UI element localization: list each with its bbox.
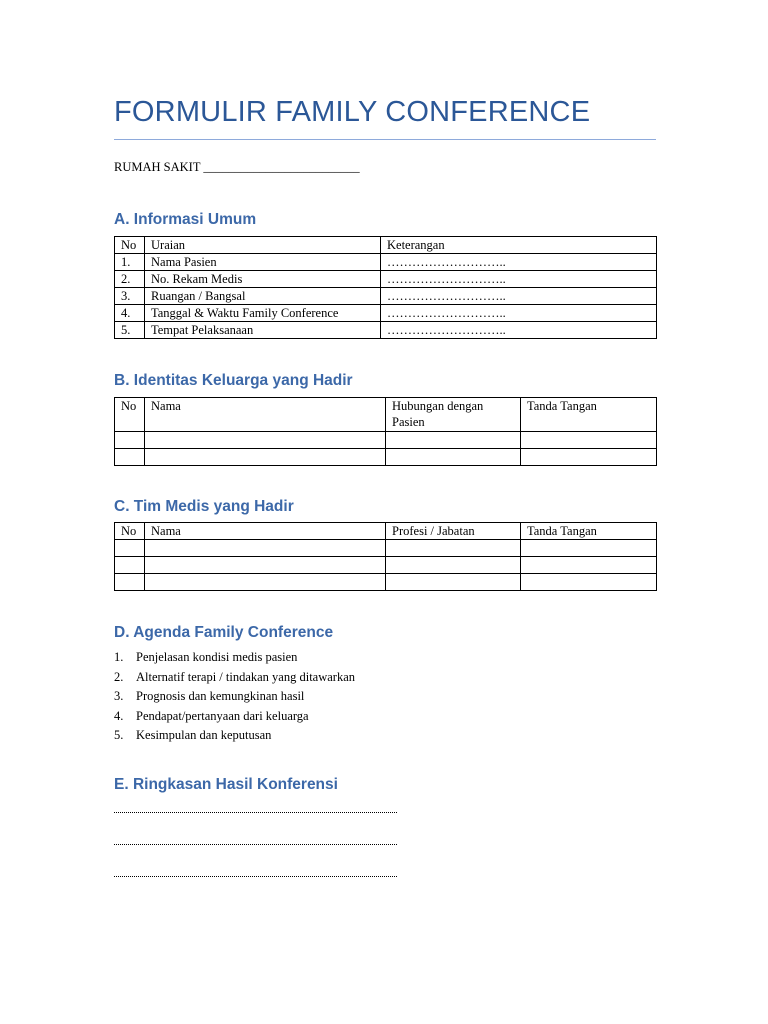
list-item <box>114 726 355 746</box>
page-title: FORMULIR FAMILY CONFERENCE <box>114 96 591 128</box>
empty-cell <box>115 449 145 466</box>
list-number: 5. <box>114 728 124 742</box>
list-item <box>114 648 355 668</box>
row-value: ……………………….. <box>381 305 657 322</box>
empty-cell <box>386 449 521 466</box>
empty-cell <box>145 557 386 574</box>
list-number: 3. <box>114 689 124 703</box>
empty-cell <box>521 540 657 557</box>
list-number: 1. <box>114 650 124 664</box>
row-value: ……………………….. <box>381 322 657 339</box>
family-attendance-table <box>114 397 657 466</box>
list-text: Penjelasan kondisi medis pasien <box>136 650 298 664</box>
row-number: 3. <box>115 288 145 305</box>
header-cell: Tanda Tangan <box>521 523 657 540</box>
table-header-row <box>115 398 657 432</box>
title-underline <box>114 139 656 140</box>
section-b-heading: B. Identitas Keluarga yang Hadir <box>114 372 353 389</box>
row-value: ……………………….. <box>381 254 657 271</box>
empty-cell <box>115 540 145 557</box>
medical-team-table <box>114 522 657 591</box>
header-cell: Tanda Tangan <box>521 398 657 432</box>
table-row <box>115 540 657 557</box>
row-value: ……………………….. <box>381 271 657 288</box>
empty-cell <box>386 432 521 449</box>
header-cell: Uraian <box>145 237 381 254</box>
row-number: 4. <box>115 305 145 322</box>
empty-cell <box>115 574 145 591</box>
list-number: 2. <box>114 669 124 684</box>
empty-cell <box>521 449 657 466</box>
header-cell: No <box>115 523 145 540</box>
row-number: 2. <box>115 271 145 288</box>
table-row <box>115 305 657 322</box>
empty-cell <box>115 432 145 449</box>
header-cell: Profesi / Jabatan <box>386 523 521 540</box>
section-d-heading: D. Agenda Family Conference <box>114 624 334 641</box>
row-item: No. Rekam Medis <box>145 271 381 288</box>
row-item: Nama Pasien <box>145 254 381 271</box>
table-row <box>115 254 657 271</box>
table-row <box>115 322 657 339</box>
list-item <box>114 687 355 707</box>
header-cell: Hubungan dengan Pasien <box>386 398 521 432</box>
agenda-list <box>114 648 355 746</box>
section-a-heading: A. Informasi Umum <box>114 211 257 228</box>
table-row <box>115 271 657 288</box>
empty-cell <box>145 449 386 466</box>
table-row <box>115 449 657 466</box>
section-c-heading: C. Tim Medis yang Hadir <box>114 498 294 515</box>
empty-cell <box>115 557 145 574</box>
list-text: Kesimpulan dan keputusan <box>136 728 272 742</box>
summary-blank-line <box>114 844 397 845</box>
table-row <box>115 557 657 574</box>
empty-cell <box>145 540 386 557</box>
empty-cell <box>521 574 657 591</box>
list-item <box>114 707 355 727</box>
row-number: 1. <box>115 254 145 271</box>
table-row <box>115 288 657 305</box>
summary-blank-line <box>114 876 397 877</box>
header-cell: Nama <box>145 398 386 432</box>
list-text: Prognosis dan kemungkinan hasil <box>136 689 305 703</box>
hospital-field: RUMAH SAKIT _________________________ <box>114 160 360 174</box>
header-cell: No <box>115 398 145 432</box>
row-number: 5. <box>115 322 145 339</box>
empty-cell <box>386 557 521 574</box>
empty-cell <box>145 574 386 591</box>
header-cell: Nama <box>145 523 386 540</box>
row-item: Ruangan / Bangsal <box>145 288 381 305</box>
empty-cell <box>386 540 521 557</box>
table-header-row <box>115 523 657 540</box>
header-cell: No <box>115 237 145 254</box>
list-text: Alternatif terapi / tindakan yang ditawarkan <box>136 669 356 684</box>
row-item: Tempat Pelaksanaan <box>145 322 381 339</box>
list-text: Pendapat/pertanyaan dari keluarga <box>136 708 309 723</box>
table-row <box>115 574 657 591</box>
summary-blank-line <box>114 812 397 813</box>
list-number: 4. <box>114 708 124 723</box>
row-value: ……………………….. <box>381 288 657 305</box>
row-item: Tanggal & Waktu Family Conference <box>145 305 381 322</box>
empty-cell <box>386 574 521 591</box>
general-info-table <box>114 236 657 339</box>
section-e-heading: E. Ringkasan Hasil Konferensi <box>114 776 338 793</box>
header-cell: Keterangan <box>381 237 657 254</box>
table-row <box>115 432 657 449</box>
table-header-row <box>115 237 657 254</box>
empty-cell <box>145 432 386 449</box>
empty-cell <box>521 432 657 449</box>
list-item <box>114 668 355 688</box>
empty-cell <box>521 557 657 574</box>
